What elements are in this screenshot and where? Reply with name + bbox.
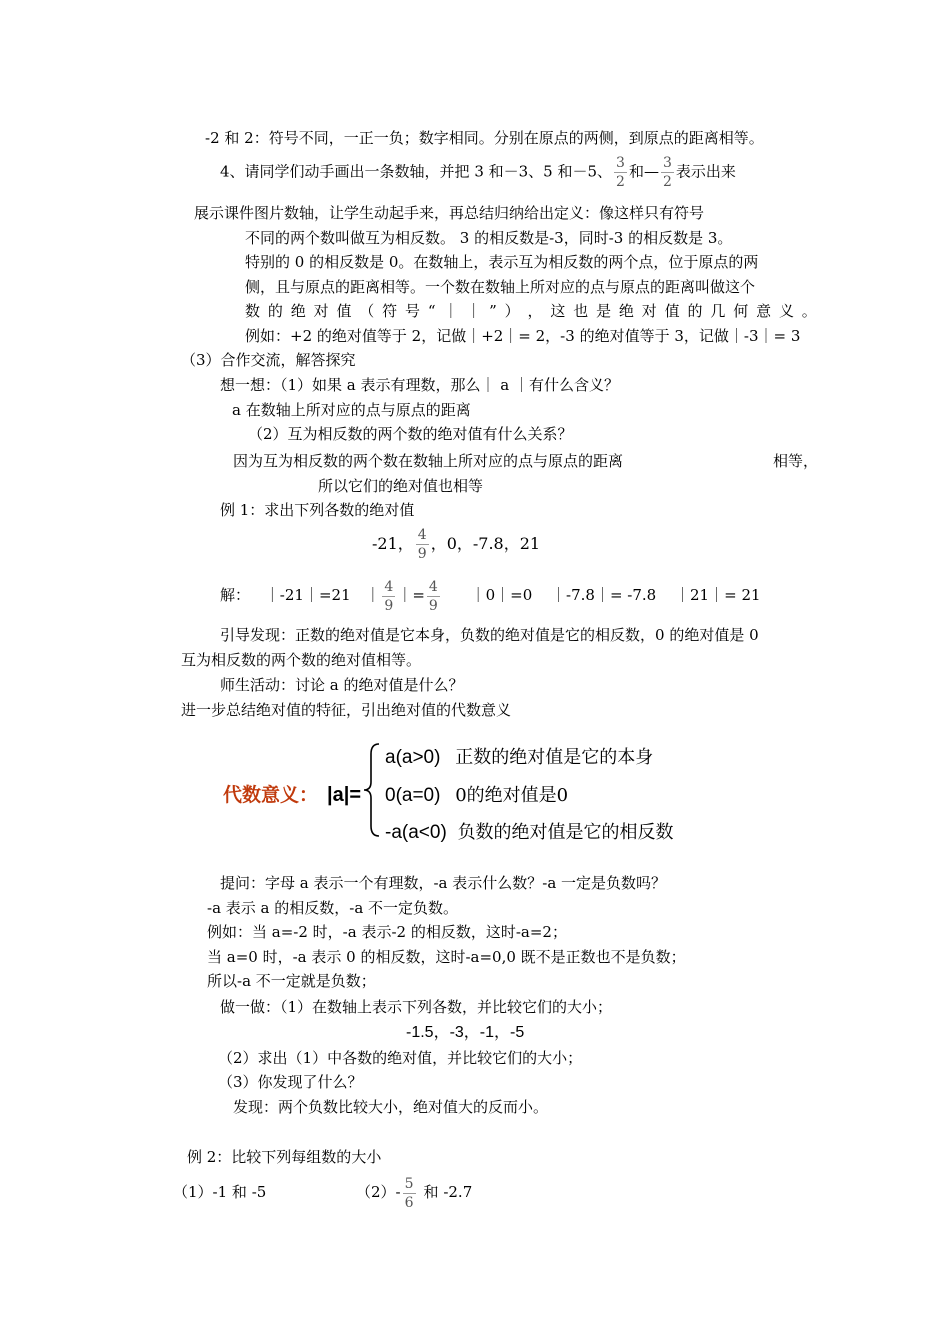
numerator: 5: [404, 1175, 414, 1192]
number-list: [372, 524, 540, 564]
word: 。: [801, 302, 817, 320]
denominator: 2: [662, 174, 672, 190]
word: 值: [664, 302, 680, 320]
text-line: 展示课件图片数轴，让学生动起手来，再总结归纳给出定义：像这样只有符号: [194, 204, 705, 222]
comparison-item-1: （1）-1 和 -5: [173, 1183, 267, 1201]
word: 几: [710, 302, 726, 320]
word: 绝: [618, 302, 634, 320]
text-line: （3）你发现了什么？: [218, 1073, 363, 1091]
text-line: 做一做：（1）在数轴上表示下列各数，并比较它们的大小；: [220, 998, 613, 1016]
text-line: 提问：字母 a 表示一个有理数，-a 表示什么数？-a 一定是负数吗？: [220, 874, 667, 892]
fraction: [382, 578, 395, 615]
text-line: 侧，且与原点的距离相等。一个数在数轴上所对应的点与原点的距离叫做这个: [245, 278, 756, 296]
solution-label: 解：: [220, 586, 251, 604]
text-line: -a 表示 a 的相反数，-a 不一定负数。: [207, 899, 459, 917]
text-segment: 和 -2.7: [423, 1183, 473, 1201]
text-line: -2 和 2：符号不同，一正一负；数字相同。分别在原点的两侧，到原点的距离相等。: [205, 129, 764, 147]
text-line: 进一步总结绝对值的特征，引出绝对值的代数意义: [181, 701, 512, 719]
word: ”: [489, 302, 497, 320]
word: ｜: [443, 302, 459, 320]
text-line: 引导发现：正数的绝对值是它本身，负数的绝对值是它的相反数，0 的绝对值是 0: [220, 626, 759, 644]
text-line: （2）求出（1）中各数的绝对值，并比较它们的大小；: [218, 1049, 583, 1067]
text-line: 不同的两个数叫做互为相反数。 3 的相反数是-3，同时-3 的相反数是 3。: [245, 229, 733, 247]
word: 绝: [290, 302, 306, 320]
word: “: [427, 302, 436, 320]
comparison-item-2: [356, 1172, 472, 1212]
text-line: 当 a=0 时，-a 表示 0 的相反数，这时-a=0,0 既不是正数也不是负数；: [207, 948, 686, 966]
word: ，: [527, 302, 543, 320]
text-line: 所以它们的绝对值也相等: [318, 477, 484, 495]
solution-item: ｜-21｜=21: [264, 586, 351, 604]
word: 义: [778, 302, 794, 320]
solution-item: [365, 578, 441, 614]
text-line: 师生活动：讨论 a 的绝对值是什么？: [220, 676, 464, 694]
case-condition: a(a>0): [385, 747, 441, 768]
denominator: 6: [404, 1194, 414, 1211]
justified-text-line: [245, 301, 817, 321]
text-line: 因为互为相反数的两个数在数轴上所对应的点与原点的距离: [233, 452, 624, 470]
text-segment: ｜=: [397, 586, 425, 604]
algebra-case-zero: [385, 783, 568, 809]
solution-line: [220, 575, 761, 615]
text-line: 例如：当 a=-2 时，-a 表示-2 的相反数，这时-a=2；: [207, 923, 567, 941]
solution-item: ｜0｜=0: [470, 586, 533, 604]
case-condition: -a(a<0): [385, 822, 447, 843]
text-line: 相等，: [773, 452, 819, 470]
case-condition: 0(a=0): [385, 785, 441, 806]
example-heading: 例 1：求出下列各数的绝对值: [220, 501, 415, 519]
fraction: [427, 578, 440, 615]
text-line: 特别的 0 的相反数是 0。在数轴上，表示互为相反数的两个点，位于原点的两: [245, 253, 759, 271]
number-list: -1.5，-3，-1，-5: [406, 1024, 525, 1041]
numerator: 3: [616, 155, 625, 171]
numerator: 4: [428, 578, 438, 595]
word: 对: [313, 302, 329, 320]
text-line: 想一想：（1）如果 a 表示有理数，那么｜ a ｜有什么含义？: [220, 376, 620, 394]
fraction: [614, 154, 627, 191]
algebra-case-positive: [385, 745, 653, 771]
word: ｜: [466, 302, 482, 320]
text-line: （2）互为相反数的两个数的绝对值有什么关系？: [248, 425, 573, 443]
text-segment: 4、请同学们动手画出一条数轴，并把 3 和－3、5 和－5、: [220, 162, 613, 181]
algebra-lhs: |a|=: [327, 784, 361, 806]
case-description: 负数的绝对值是它的相反数: [457, 822, 674, 843]
word: 数: [245, 302, 261, 320]
left-brace-icon: [362, 742, 382, 838]
text-segment: ，0，-7.8，21: [430, 534, 541, 553]
fraction: [403, 1175, 416, 1212]
text-line: 互为相反数的两个数的绝对值相等。: [181, 651, 422, 669]
word: （: [359, 302, 375, 320]
word: 的: [267, 302, 283, 320]
fraction: [661, 154, 674, 191]
word: 对: [641, 302, 657, 320]
word: 是: [596, 302, 612, 320]
section-heading: （3）合作交流，解答探究: [181, 351, 356, 369]
text-segment: 和—: [628, 162, 659, 181]
text-segment: ｜: [365, 586, 381, 604]
algebra-case-negative: [385, 820, 674, 846]
case-description: 正数的绝对值是它的本身: [455, 747, 654, 768]
word: 号: [405, 302, 421, 320]
word: ）: [504, 302, 520, 320]
fraction: [416, 526, 429, 563]
text-line-with-fractions: [220, 154, 736, 191]
word: 何: [733, 302, 749, 320]
text-segment: （2）-: [356, 1183, 401, 1201]
word: 这: [550, 302, 566, 320]
example-heading: 例 2：比较下列每组数的大小: [187, 1148, 382, 1166]
word: 意: [756, 302, 772, 320]
numerator: 4: [384, 578, 394, 595]
text-segment: -21，: [372, 534, 414, 553]
text-line: 所以-a 不一定就是负数；: [207, 972, 376, 990]
algebra-label: 代数意义：: [223, 784, 319, 806]
text-segment: 表示出来: [675, 162, 736, 181]
numerator: 4: [417, 527, 427, 543]
denominator: 9: [417, 546, 427, 562]
text-line: 发现：两个负数比较大小，绝对值大的反而小。: [233, 1098, 549, 1116]
text-line: a 在数轴上所对应的点与原点的距离: [232, 401, 471, 419]
denominator: 9: [384, 597, 394, 614]
word: 值: [336, 302, 352, 320]
denominator: 2: [616, 174, 625, 190]
solution-item: ｜21｜= 21: [675, 586, 761, 604]
numerator: 3: [662, 155, 672, 171]
solution-item: ｜-7.8｜= -7.8: [551, 586, 657, 604]
word: 也: [573, 302, 589, 320]
text-line: 例如：+2 的绝对值等于 2，记做｜+2｜= 2，-3 的绝对值等于 3，记做｜-3｜= 3: [245, 327, 801, 345]
word: 符: [382, 302, 398, 320]
word: 的: [687, 302, 703, 320]
case-description: 0的绝对值是0: [455, 785, 569, 806]
denominator: 9: [428, 597, 438, 614]
